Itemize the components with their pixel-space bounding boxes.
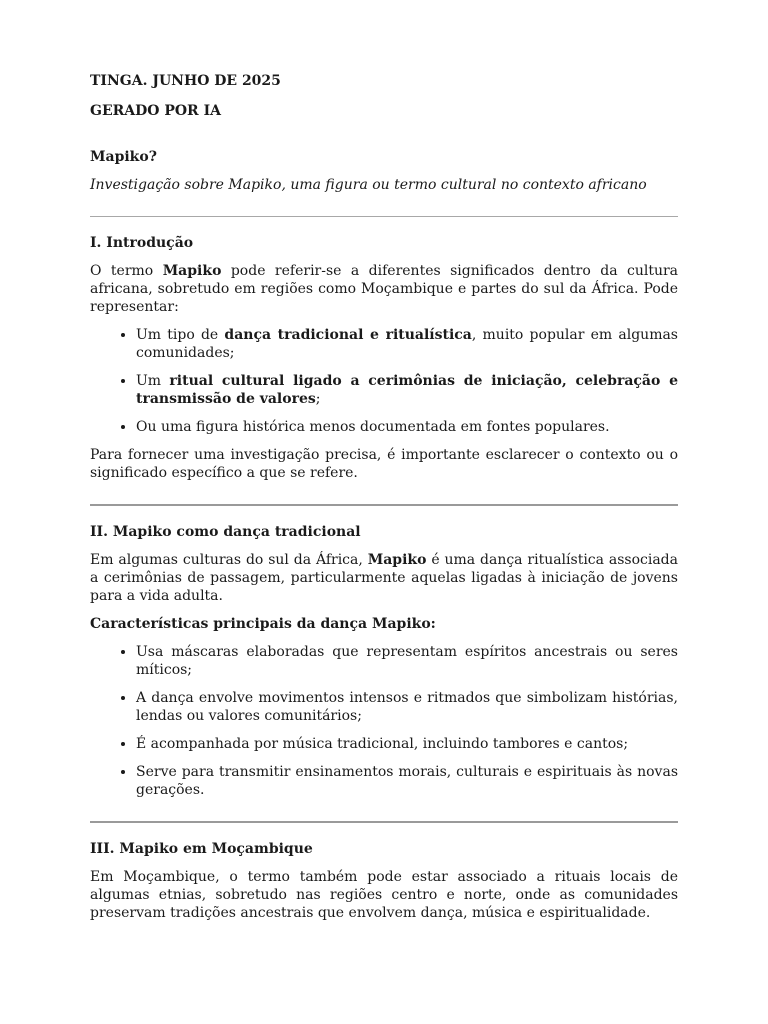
text-run: é uma dança ritualística associada a cerimônias de passagem, particularmente aquelas ligadas à iniciação de jovens para a vida adulta. [90, 552, 678, 604]
section-heading: II. Mapiko como dança tradicional [90, 524, 361, 540]
text-run: Um [136, 373, 170, 389]
text-run: pode referir-se a diferentes significados dentro da cultura africana, sobretudo em regiões como Moçambique e partes do sul da África. Pode representar: [90, 263, 678, 315]
list-item [136, 372, 678, 408]
subheading: Características principais da dança Mapiko: [90, 616, 436, 632]
bold-term: Mapiko [367, 552, 427, 568]
document-title: Mapiko? [90, 149, 157, 165]
section-traditional-dance [90, 523, 678, 799]
bullet-list [90, 326, 678, 436]
divider [90, 821, 678, 823]
divider [90, 504, 678, 506]
paragraph: Em Moçambique, o termo também pode estar associado a rituais locais de algumas etnias, sobretudo nas regiões centro e norte, onde as comunidades preservam tradições ancestrais que envolvem dança, música e espiritualidade. [90, 869, 678, 921]
paragraph [90, 262, 678, 316]
header-place-date: TINGA. JUNHO DE 2025 [90, 73, 281, 89]
section-heading: I. Introdução [90, 235, 194, 251]
text-run: , muito popular em algumas comunidades; [136, 327, 678, 361]
text-run: Ou uma figura histórica menos documentada em fontes populares. [136, 419, 610, 435]
bullet-list [90, 643, 678, 799]
list-item: • Usa máscaras elaboradas que representam espíritos ancestrais ou seres míticos; [136, 643, 678, 679]
section-mozambique [90, 840, 678, 922]
list-item: • Serve para transmitir ensinamentos morais, culturais e espirituais às novas gerações. [136, 763, 678, 799]
text-run: Um tipo de [136, 327, 225, 343]
paragraph [90, 551, 678, 605]
paragraph: Para fornecer uma investigação precisa, é importante esclarecer o contexto ou o significado específico a que se refere. [90, 447, 678, 481]
text-run: ; [315, 391, 321, 407]
divider [90, 216, 678, 217]
section-introduction [90, 234, 678, 482]
document-subtitle: Investigação sobre Mapiko, uma figura ou termo cultural no contexto africano [90, 177, 647, 193]
text-run: O termo [90, 263, 163, 279]
bold-term: Mapiko [162, 263, 222, 279]
header-generated-by: GERADO POR IA [90, 103, 221, 119]
bold-term: ritual cultural ligado a cerimônias de iniciação, celebração e transmissão de valores [136, 373, 678, 407]
text-run: Em algumas culturas do sul da África, [90, 552, 368, 568]
list-item [136, 326, 678, 362]
list-item [136, 418, 678, 436]
list-item: • É acompanhada por música tradicional, incluindo tambores e cantos; [136, 735, 678, 753]
bold-term: dança tradicional e ritualística [224, 327, 472, 343]
list-item: • A dança envolve movimentos intensos e ritmados que simbolizam histórias, lendas ou valores comunitários; [136, 689, 678, 725]
section-heading: III. Mapiko em Moçambique [90, 841, 313, 857]
